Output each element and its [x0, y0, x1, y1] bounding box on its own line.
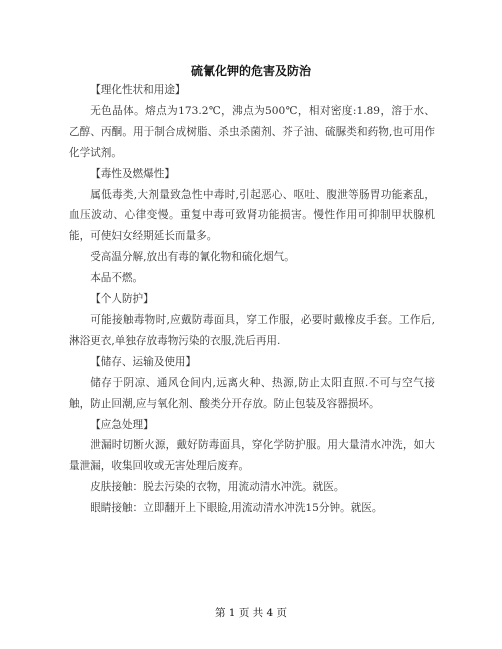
paragraph-storage: 储存于阴凉、通风仓间内,远离火种、热源,防止太阳直照.不可与空气接触，防止回潮,应与氧化剂、酸类分开存放。防止包装及容器损坏。	[69, 376, 435, 410]
paragraph-flammability: 本品不燃。	[90, 272, 144, 285]
document-body	[69, 80, 435, 519]
paragraph-protection: 可能接触毒物时,应戴防毒面具，穿工作服，必要时戴橡皮手套。工作后,淋浴更衣,单独存放毒物污染的衣服,洗后再用.	[69, 313, 435, 347]
paragraph-decomposition: 受高温分解,放出有毒的氰化物和硫化烟气。	[90, 251, 295, 264]
section-heading-properties: 【理化性状和用途】	[90, 84, 186, 96]
page-footer: 第 1 页 共 4 页	[214, 607, 288, 619]
paragraph-leak: 泄漏时切断火源，戴好防毒面具，穿化学防护服。用大量清水冲洗，如大量泄漏，收集回收或无害处理后废弃。	[69, 439, 435, 473]
paragraph-toxicity: 属低毒类,大剂量致急性中毒时,引起恶心、呕吐、腹泄等肠胃功能紊乱，血压波动、心律变慢。重复中毒可致肾功能损害。慢性作用可抑制甲状腺机能，可使妇女经期延长而量多。	[69, 188, 435, 243]
section-heading-storage: 【储存、运输及使用】	[90, 355, 197, 368]
paragraph-skin-contact: 皮肤接触：脱去污染的衣物，用流动清水冲洗。就医。	[90, 481, 345, 494]
section-heading-toxicity: 【毒性及燃爆性】	[90, 167, 175, 180]
document-title: 硫氰化钾的危害及防治	[190, 64, 311, 78]
section-heading-emergency: 【应急处理】	[90, 418, 154, 431]
paragraph-properties: 无色晶体。熔点为173.2℃，沸点为500℃，相对密度:1.89，溶于水、乙醇、丙酮。用于制合成树脂、杀虫杀菌剂、芥子油、硫脲类和药物,也可用作化学试剂。	[69, 104, 435, 159]
section-heading-protection: 【个人防护】	[90, 293, 154, 306]
paragraph-eye-contact: 眼睛接触：立即翻开上下眼睑,用流动清水冲洗15分钟。就医。	[90, 502, 383, 515]
